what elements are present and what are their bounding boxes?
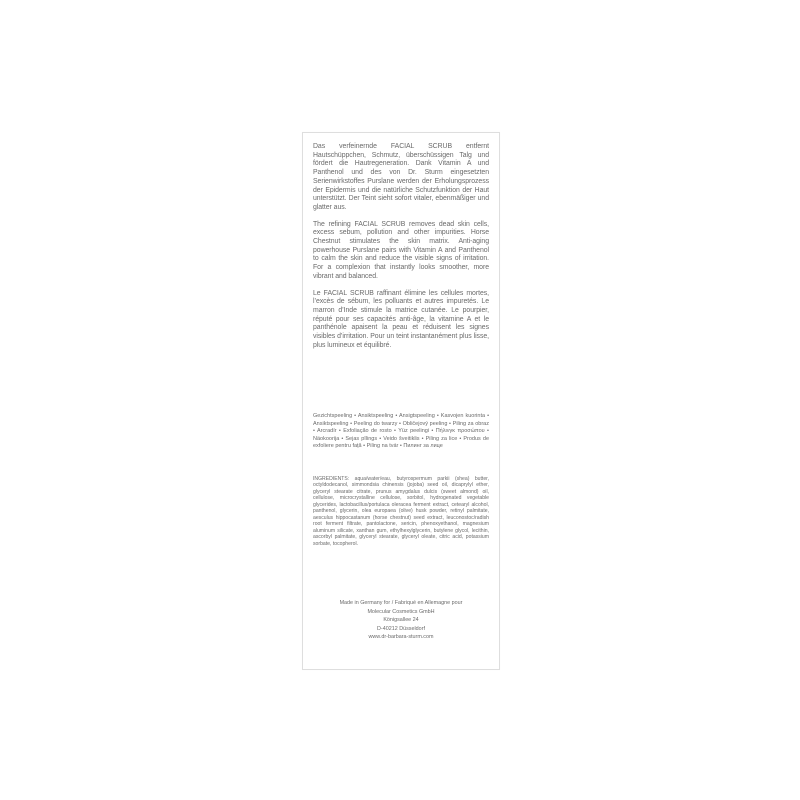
product-type-translations: Gezichtspeeling • Ansiktspeeling • Ansigtspeeling • Kasvojen kuorinta • Ansiktspeeling • Peeling do twarzy • Obličejový peeling • Piling za obraz • Arcradír • Exfoliação de rosto • Yüz peelingi • Πήλινγκ προσώπου • Näokoorija • Sejas pīlings • Veido šveitiklis • Piling za lice • Produs de exfoliere pentru față • Piling na tvár • Пилинг за лице xyxy=(313,413,489,450)
description-section xyxy=(313,143,489,358)
ingredients-list: INGREDIENTS: aqua/water/eau, butyrospermum parkii (shea) butter, octyldodecanol, simmondsia chinensis (jojoba) seed oil, dicaprylyl ether, glyceryl stearate citrate, prunus amygdalus dulcis (sweet almond) oil, cellulose, microcrystalline cellulose, sorbitol, hydrogenated vegetable glycerides, lactobacillus/portulaca oleracea ferment extract, cetearyl alcohol, panthenol, glycerin, olea europaea (olive) husk powder, retinyl palmitate, aesculus hippocastanum (horse chestnut) seed extract, leuconostoc/radish root ferment filtrate, pantolactone, sericin, phenoxyethanol, magnesium aluminum silicate, xanthan gum, ethylhexylglycerin, butylene glycol, lecithin, ascorbyl palmitate, glyceryl stearate, glyceryl oleate, citric acid, potassium sorbate, tocopherol. xyxy=(313,476,489,547)
address-line-1: Made in Germany for / Fabriqué en Allemagne pour xyxy=(339,600,463,606)
english-description: The refining FACIAL SCRUB removes dead skin cells, excess sebum, pollution and other impurities. Horse Chestnut stimulates the skin matrix. Anti-aging powerhouse Purslane pairs with Vitamin A and Panthenol to calm the skin and reduce the visible signs of irritation. For a complexion that instantly looks smoother, more vibrant and balanced. xyxy=(313,220,489,280)
address-line-3: Königsallee 24 xyxy=(383,617,419,623)
website-text: www.dr-barbara-sturm.com xyxy=(368,634,434,640)
address-line-2: Molecular Cosmetics GmbH xyxy=(367,608,435,615)
address-line-4: D-40212 Düsseldorf xyxy=(377,625,425,632)
french-description: Le FACIAL SCRUB raffinant élimine les cellules mortes, l’excès de sébum, les polluants et autres impuretés. Le marron d’Inde stimule la matrice cutanée. Le pourpier, réputé pour ses capacités anti-âge, la vitamine A et le panthénole apaisent la peau et réduisent les signes visibles d’irritation. Pour un teint instantanément plus lisse, plus lumineux et équilibré. xyxy=(313,289,489,349)
manufacturer-address xyxy=(313,599,489,642)
german-description: Das verfeinernde FACIAL SCRUB entfernt Hautschüppchen, Schmutz, überschüssigen Talg und fördert die Hautregeneration. Dank Vitamin A und Panthenol und des von Dr. Sturm eingesetzten Serienwirkstoffes Purslane werden der Erholungsprozess der Epidermis und die natürliche Schutzfunktion der Haut unterstützt. Der Teint sieht sofort vitaler, ebenmäßiger und glatter aus. xyxy=(313,143,489,211)
product-box-back-panel xyxy=(302,132,500,670)
